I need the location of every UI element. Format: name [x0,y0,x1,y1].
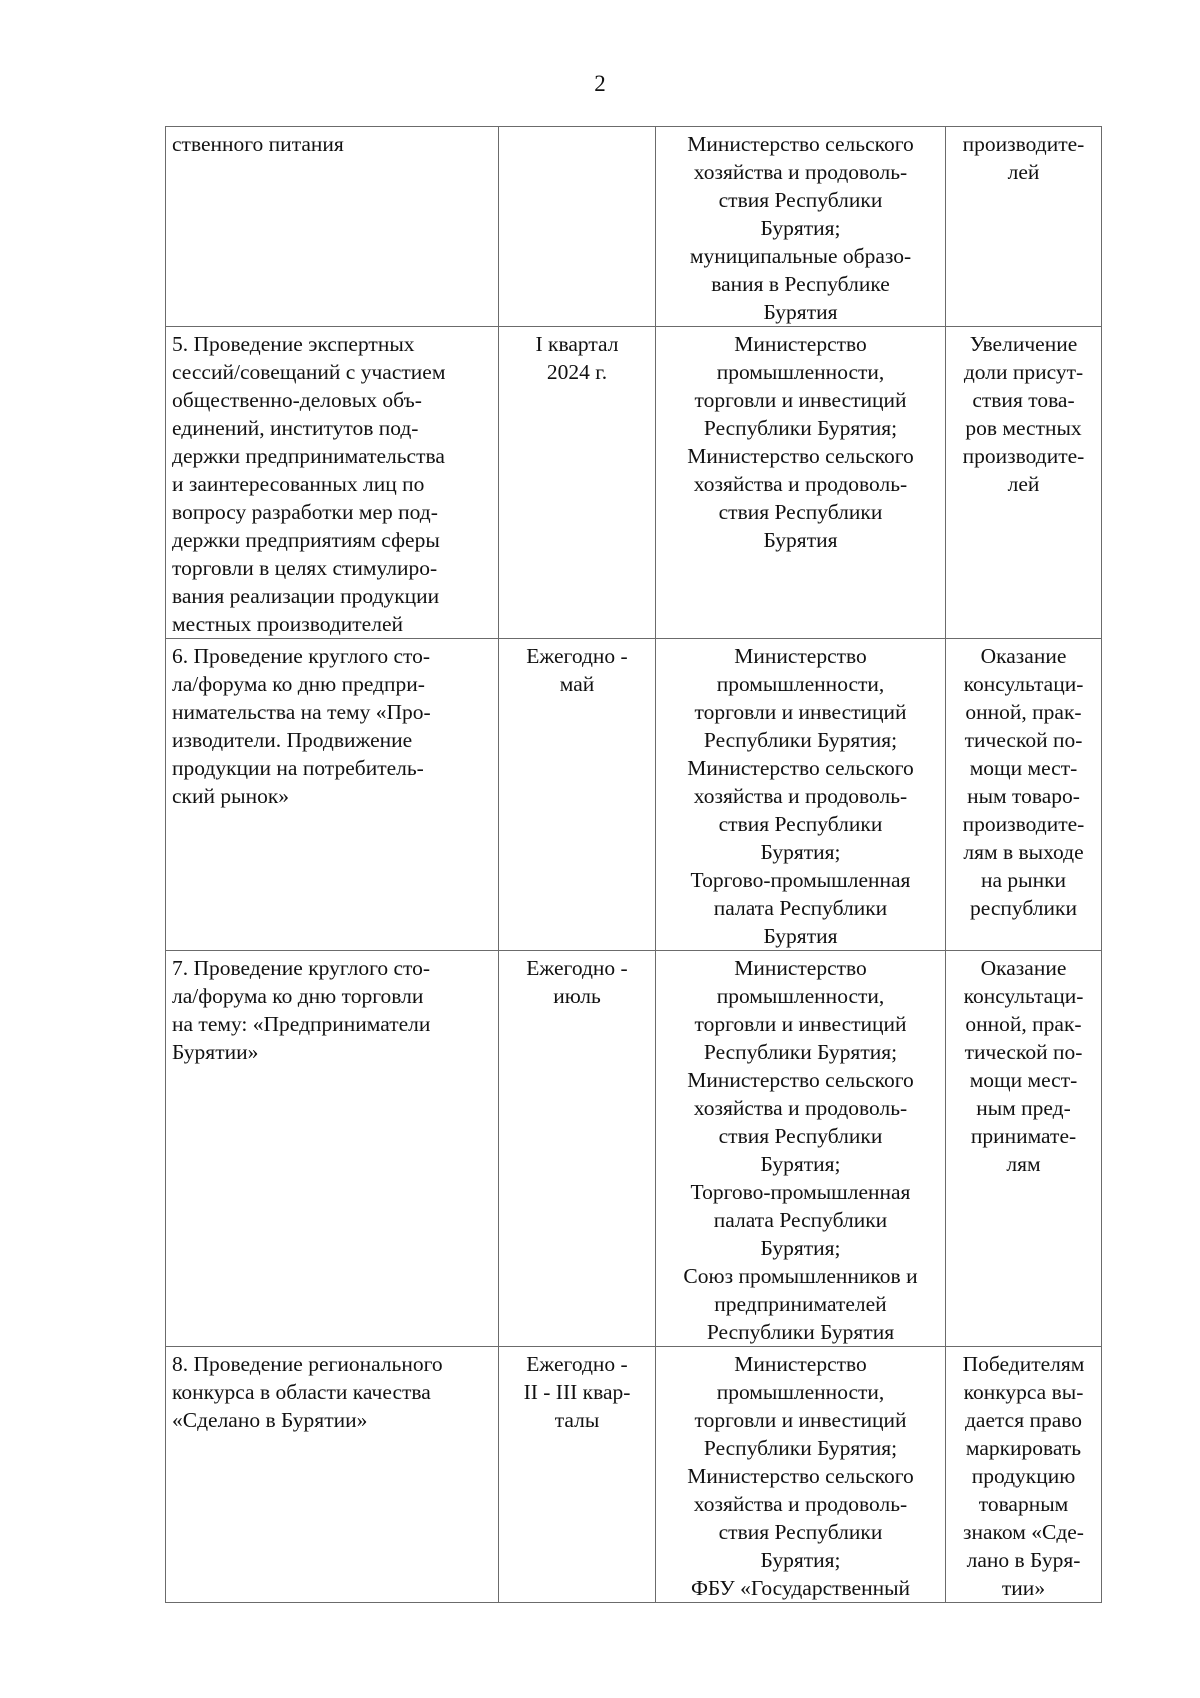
task-cell: 8. Проведение регионального конкурса в области качества «Сделано в Бурятии» [166,1347,499,1603]
term-cell: I квартал 2024 г. [499,327,656,639]
task-cell: 7. Проведение круглого сто- ла/форума ко дню торговли на тему: «Предприниматели Бурятии» [166,951,499,1347]
result-cell: Увеличение доли присут- ствия това- ров местных производите- лей [946,327,1102,639]
executors-cell: Министерство сельского хозяйства и продоволь- ствия Республики Бурятия; муниципальные образо- вания в Республике Бурятия [656,127,946,327]
task-cell: 5. Проведение экспертных сессий/совещаний с участием общественно-деловых объ- единений, институтов под- держки предпринимательства и заинтересованных лиц по вопросу разработки мер под- держки предприятиям сферы торговли в целях стимулиро- вания реализации продукции местных производителей [166,327,499,639]
result-cell: Оказание консультаци- онной, прак- тической по- мощи мест- ным пред- принимате- лям [946,951,1102,1347]
term-cell [499,127,656,327]
result-cell: Оказание консультаци- онной, прак- тической по- мощи мест- ным товаро- производите- лям в выходе на рынки республики [946,639,1102,951]
term-cell: Ежегодно - июль [499,951,656,1347]
table-row [166,127,1102,327]
page-number: 2 [594,71,606,96]
result-cell: производите- лей [946,127,1102,327]
measures-table [165,126,1102,1603]
table-row [166,639,1102,951]
term-cell: Ежегодно - май [499,639,656,951]
table-row [166,1347,1102,1603]
term-cell: Ежегодно - II - III квар- талы [499,1347,656,1603]
executors-cell: Министерство промышленности, торговли и инвестиций Республики Бурятия; Министерство сельского хозяйства и продоволь- ствия Республики Бурятия; Торгово-промышленная палата Республики Бурятия; Союз промышленников и предпринимателей Республики Бурятия [656,951,946,1347]
executors-cell: Министерство промышленности, торговли и инвестиций Республики Бурятия; Министерство сельского хозяйства и продоволь- ствия Республики Бурятия; Торгово-промышленная палата Республики Бурятия [656,639,946,951]
task-cell: ственного питания [166,127,499,327]
table-row [166,951,1102,1347]
executors-cell: Министерство промышленности, торговли и инвестиций Республики Бурятия; Министерство сельского хозяйства и продоволь- ствия Республики Бурятия [656,327,946,639]
result-cell: Победителям конкурса вы- дается право маркировать продукцию товарным знаком «Сде- лано в Буря- тии» [946,1347,1102,1603]
task-cell: 6. Проведение круглого сто- ла/форума ко дню предпри- нимательства на тему «Про- изводители. Продвижение продукции на потребитель- ский рынок» [166,639,499,951]
table-row [166,327,1102,639]
executors-cell: Министерство промышленности, торговли и инвестиций Республики Бурятия; Министерство сельского хозяйства и продоволь- ствия Республики Бурятия; ФБУ «Государственный [656,1347,946,1603]
